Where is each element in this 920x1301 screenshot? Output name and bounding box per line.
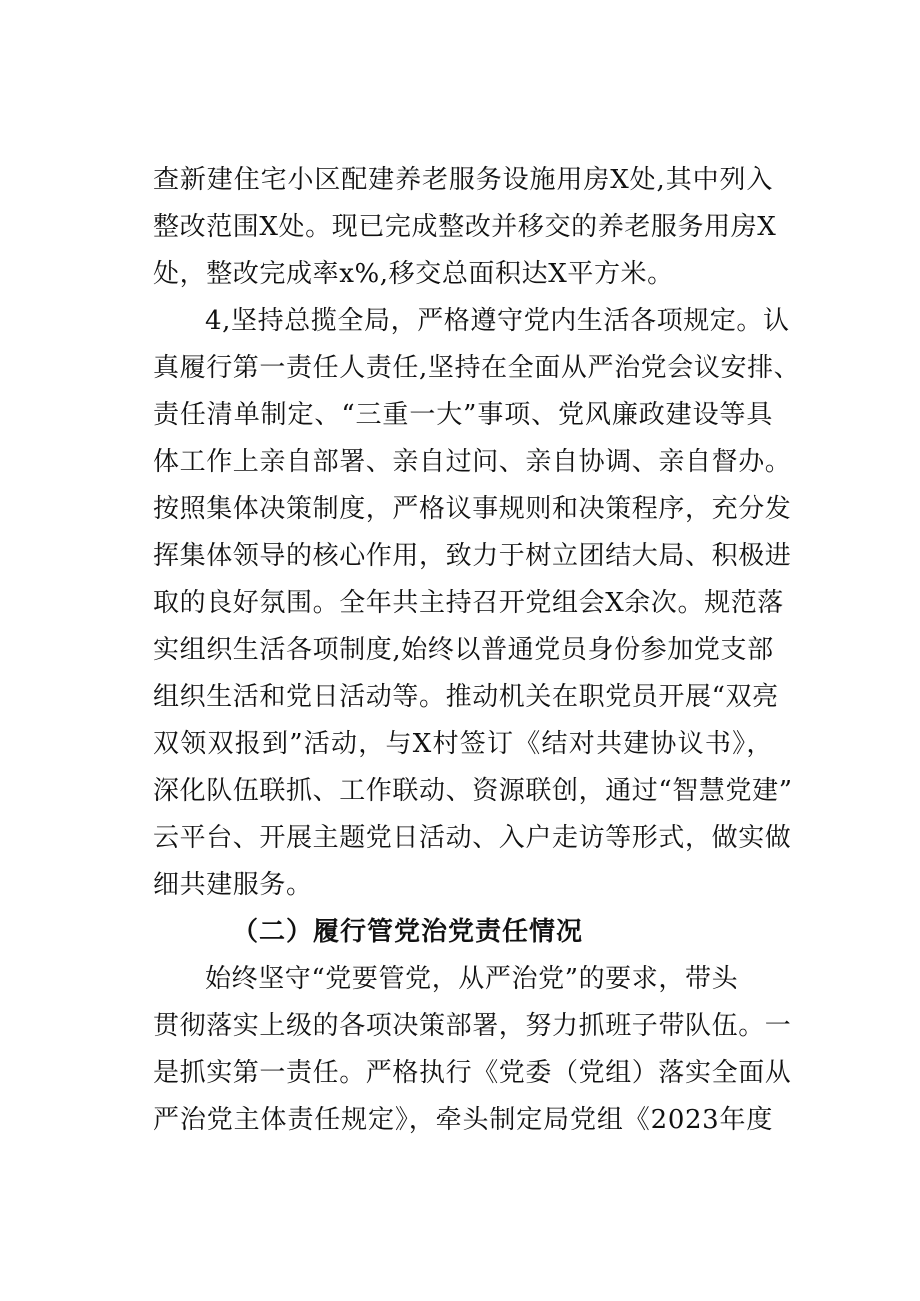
paragraph-line: 真履行第一责任人责任,坚持在全面从严治党会议安排、 — [153, 353, 801, 383]
paragraph-line: 是抓实第一责任。严格执行《党委（党组）落实全面从 — [153, 1058, 792, 1088]
paragraph-line: 4,坚持总揽全局，严格遵守党内生活各项规定。认 — [205, 306, 790, 336]
paragraph-line: 查新建住宅小区配建养老服务设施用房X处,其中列入 — [153, 165, 773, 195]
document-body — [153, 157, 801, 1144]
paragraph-line: 挥集体领导的核心作用，致力于树立团结大局、积极进 — [153, 541, 792, 571]
paragraph-line: 始终坚守“党要管党，从严治党”的要求，带头 — [205, 964, 739, 994]
paragraph-line: 实组织生活各项制度,始终以普通党员身份参加党支部 — [153, 635, 774, 665]
paragraph-line: 体工作上亲自部署、亲自过问、亲自协调、亲自督办。 — [153, 447, 792, 477]
paragraph-line: 云平台、开展主题党日活动、入户走访等形式，做实做 — [153, 823, 792, 853]
section-heading: （二）履行管党治党责任情况 — [232, 917, 584, 947]
paragraph-line: 责任清单制定、“三重一大”事项、党风廉政建设等具 — [153, 400, 773, 430]
paragraph-line: 双领双报到”活动，与X村签订《结对共建协议书》， — [153, 729, 773, 759]
paragraph-line: 贯彻落实上级的各项决策部署，努力抓班子带队伍。一 — [153, 1011, 792, 1041]
paragraph-line: 组织生活和党日活动等。推动机关在职党员开展“双亮 — [153, 682, 779, 712]
paragraph-line: 细共建服务。 — [153, 870, 313, 900]
paragraph-line: 按照集体决策制度，严格议事规则和决策程序，充分发 — [153, 494, 792, 524]
paragraph-line: 严治党主体责任规定》，牵头制定局党组《2023年度 — [153, 1105, 773, 1135]
paragraph-line: 整改范围X处。现已完成整改并移交的养老服务用房X — [153, 212, 777, 242]
paragraph-line: 深化队伍联抓、工作联动、资源联创，通过“智慧党建” — [153, 776, 793, 806]
paragraph-line: 取的良好氛围。全年共主持召开党组会X余次。规范落 — [153, 588, 784, 618]
paragraph-line: 处，整改完成率x%,移交总面积达X平方米。 — [153, 259, 674, 289]
